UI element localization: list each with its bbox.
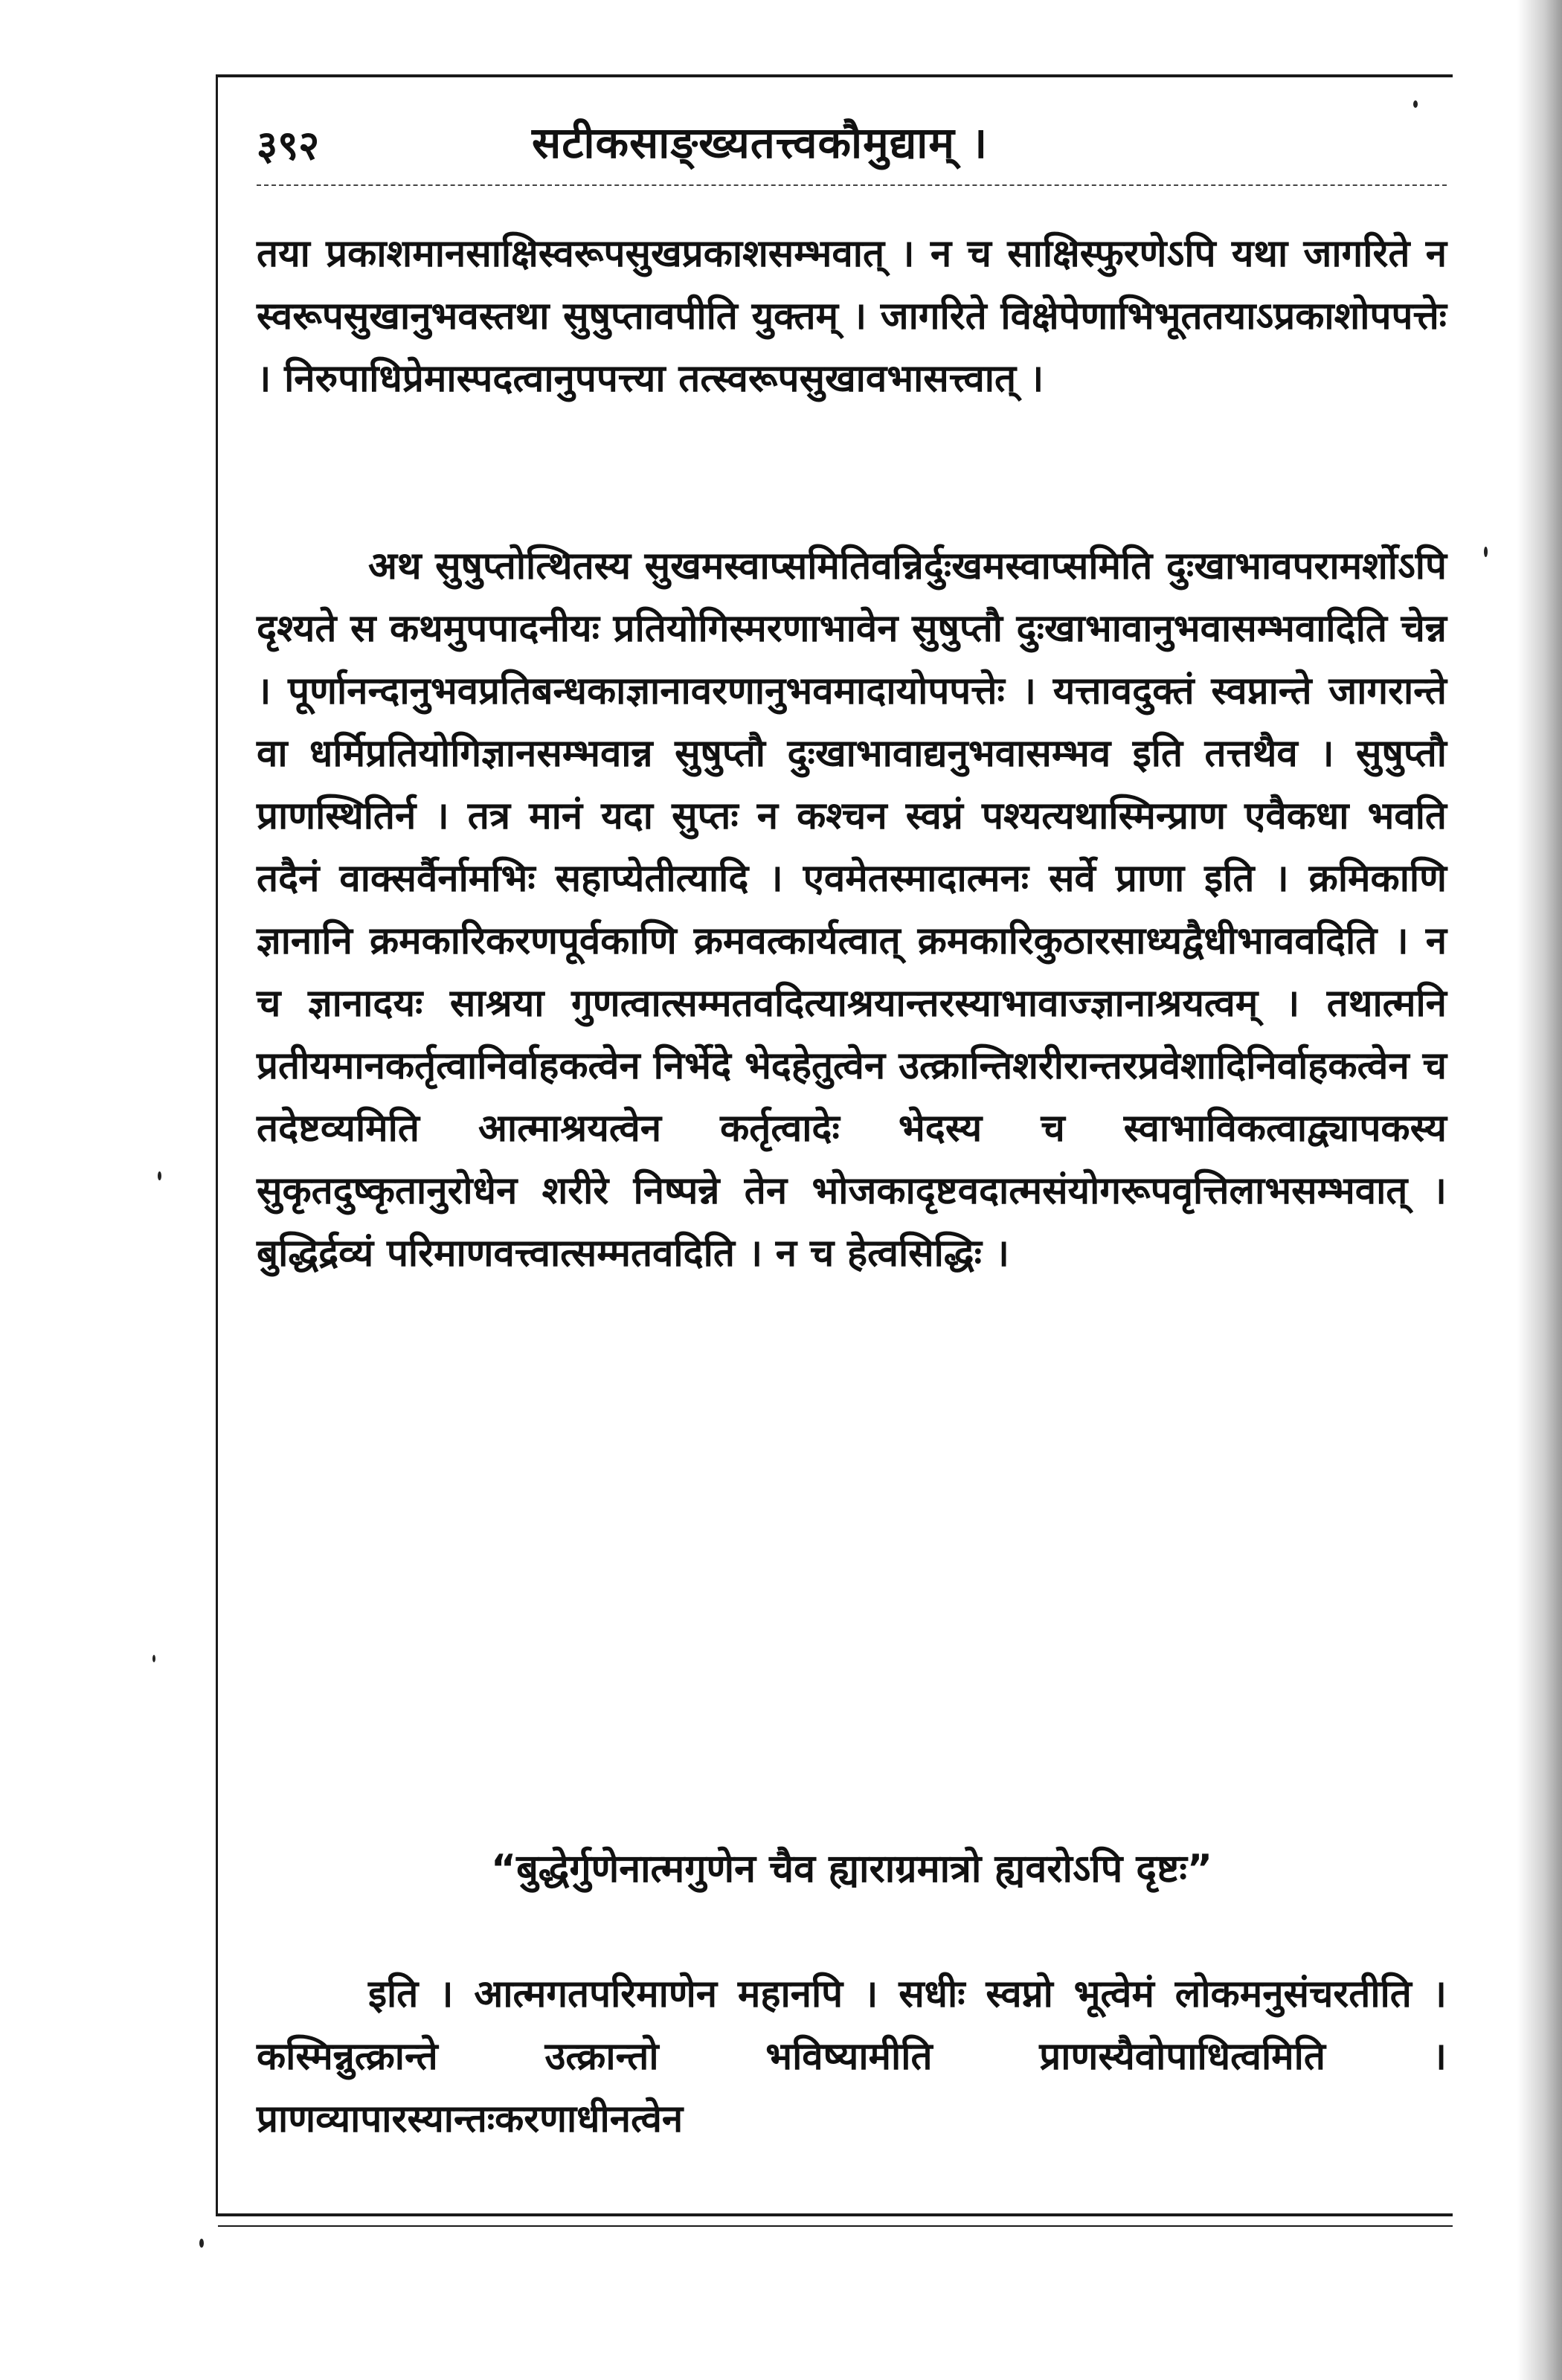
paragraph-2: अथ सुषुप्तोत्थितस्य सुखमस्वाप्समितिवन्निर्दुःखमस्वाप्समिति दुःखाभावपरामर्शोऽपि दृश्यते स कथमुपपादनीयः प्रतियोगिस्मरणाभावेन सुषुप्तौ दुःखाभावानुभवासम्भवादिति चेन्न । पूर्णानन्दानुभवप्रतिबन्धकाज्ञानावरणानुभवमादायोपपत्तेः । यत्तावदुक्तं स्वप्नान्ते जागरान्ते वा धर्मिप्रतियोगिज्ञानसम्भवान्न सुषुप्तौ दुःखाभावाद्यनुभवासम्भव इति तत्तथैव । सुषुप्तौ प्राणस्थितिर्न । तत्र मानं यदा सुप्तः न कश्चन स्वप्नं पश्यत्यथास्मिन्प्राण एवैकधा भवति तदैनं वाक्सर्वैर्नामभिः सहाप्येतीत्यादि । एवमेतस्मादात्मनः सर्वे प्राणा इति । क्रमिकाणि ज्ञानानि क्रमकारिकरणपूर्वकाणि क्रमवत्कार्यत्वात् क्रमकारिकुठारसाध्यद्वैधीभाववदिति । न च ज्ञानादयः साश्रया गुणत्वात्सम्मतवदित्याश्रयान्तरस्याभावाज्ज्ञानाश्रयत्वम् । तथात्मनि प्रतीयमानकर्तृत्वानिर्वाहकत्वेन निर्भेदे भेदहेतुत्वेन उत्क्रान्तिशरीरान्तरप्रवेशादिनिर्वाहकत्वेन च तदेष्टव्यमिति आत्माश्रयत्वेन कर्तृत्वादेः भेदस्य च स्वाभाविकत्वाद्व्यापकस्य सुकृतदुष्कृतानुरोधेन शरीरे निष्पन्ने तेन भोजकादृष्टवदात्मसंयोगरूपवृत्तिलाभसम्भवात् । बुद्धिर्द्रव्यं परिमाणवत्त्वात्सम्मतवदिति । न च हेत्वसिद्धिः । [257,544,1447,1276]
running-header [257,112,1447,178]
scan-speck [199,2239,204,2248]
scan-speck [152,1655,155,1662]
paragraph-1: तया प्रकाशमानसाक्षिस्वरूपसुखप्रकाशसम्भवात् । न च साक्षिस्फुरणेऽपि यथा जागरिते न स्वरूपसुखानुभवस्तथा सुषुप्तावपीति युक्तम् । जागरिते विक्षेपेणाभिभूततयाऽप्रकाशोपपत्तेः । निरुपाधिप्रेमास्पदत्वानुपपत्त्या तत्स्वरूपसुखावभासत्त्वात् । [257,232,1447,401]
paragraph-3: इति । आत्मगतपरिमाणेन महानपि । सधीः स्वप्नो भूत्वेमं लोकमनुसंचरतीति । कस्मिन्नुत्क्रान्ते उत्क्रान्तो भविष्यामीति प्राणस्यैवोपाधित्वमिति । प्राणव्यापारस्यान्तःकरणाधीनत्वेन [257,1972,1447,2141]
scan-speck [158,1171,161,1180]
quoted-verse: “बुद्धेर्गुणेनात्मगुणेन चैव ह्याराग्रमात्रो ह्यवरोऽपि दृष्टः” [490,1847,1213,1891]
scan-speck [1413,100,1418,108]
running-title: सटीकसाङ्ख्यतत्त्वकौमुद्याम् । [532,118,989,168]
page-edge-shadow [1517,0,1562,2380]
main-text-block [257,223,1447,1285]
bottom-border-rule-secondary [218,2225,1453,2227]
scan-speck [1484,547,1488,557]
header-divider [257,184,1447,186]
top-border-rule [218,74,1453,77]
closing-text-block [257,1964,1447,2151]
bottom-border-rule [218,2213,1453,2216]
page-number: ३९२ [257,122,320,169]
